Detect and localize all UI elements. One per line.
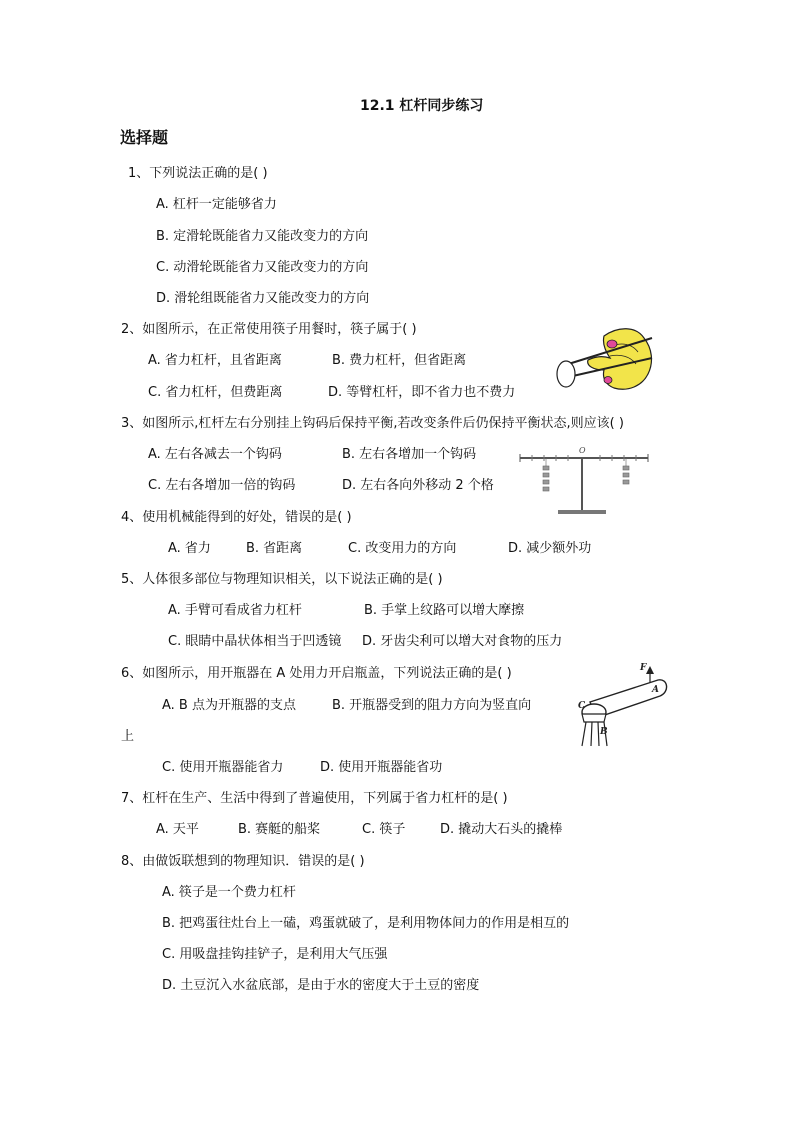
lever-balance-figure	[516, 444, 652, 518]
question-8-option-d: D. 土豆沉入水盆底部，是由于水的密度大于土豆的密度	[162, 978, 480, 993]
point-b-label: B	[600, 727, 608, 737]
question-6-option-b: B. 开瓶器受到的阻力方向为竖直向	[332, 698, 532, 713]
question-4-stem: 4、使用机械能得到的好处，错误的是( )	[121, 510, 352, 525]
question-3-option-d: D. 左右各向外移动 2 个格	[342, 478, 494, 493]
question-6-stem: 6、如图所示，用开瓶器在 A 处用力开启瓶盖，下列说法正确的是( )	[121, 666, 512, 681]
chopsticks-hand-figure	[552, 322, 662, 402]
question-8-option-a: A. 筷子是一个费力杠杆	[162, 885, 296, 900]
point-a-label: A	[652, 685, 659, 695]
question-1-option-c: C. 动滑轮既能省力又能改变力的方向	[156, 260, 369, 275]
question-7-option-a: A. 天平	[156, 822, 199, 837]
question-2-option-b: B. 费力杠杆，但省距离	[332, 353, 467, 368]
section-heading: 选择题	[120, 128, 169, 147]
question-2-option-a: A. 省力杠杆，且省距离	[148, 353, 282, 368]
question-7-stem: 7、杠杆在生产、生活中得到了普遍使用，下列属于省力杠杆的是( )	[121, 791, 508, 806]
question-4-option-c: C. 改变用力的方向	[348, 541, 457, 556]
question-2-option-c: C. 省力杠杆，但费距离	[148, 385, 283, 400]
question-7-option-d: D. 撬动大石头的撬棒	[440, 822, 563, 837]
question-1-stem: 1、下列说法正确的是( )	[128, 166, 268, 181]
question-8-option-c: C. 用吸盘挂钩挂铲子，是利用大气压强	[162, 947, 388, 962]
question-4-option-b: B. 省距离	[246, 541, 303, 556]
question-1-option-a: A. 杠杆一定能够省力	[156, 197, 277, 212]
question-4-option-d: D. 减少额外功	[508, 541, 592, 556]
bottle-opener-figure	[560, 660, 672, 752]
question-5-option-b: B. 手掌上纹路可以增大摩擦	[364, 603, 525, 618]
question-6-option-d: D. 使用开瓶器能省功	[320, 760, 443, 775]
question-1-option-b: B. 定滑轮既能省力又能改变力的方向	[156, 229, 369, 244]
question-5-option-c: C. 眼睛中晶状体相当于凹透镜	[168, 634, 342, 649]
question-5-stem: 5、人体很多部位与物理知识相关，以下说法正确的是( )	[121, 572, 443, 587]
point-c-label: C	[578, 701, 586, 711]
question-2-stem: 2、如图所示，在正常使用筷子用餐时，筷子属于( )	[121, 322, 417, 337]
question-5-option-d: D. 牙齿尖利可以增大对食物的压力	[362, 634, 563, 649]
question-3-option-b: B. 左右各增加一个钩码	[342, 447, 477, 462]
question-6-option-a: A. B 点为开瓶器的支点	[162, 698, 296, 713]
question-2-option-d: D. 等臂杠杆，即不省力也不费力	[328, 385, 516, 400]
question-6-option-b-continued: 上	[121, 729, 135, 744]
question-3-option-a: A. 左右各减去一个钩码	[148, 447, 282, 462]
page-title: 12.1 杠杆同步练习	[360, 98, 484, 114]
question-3-stem: 3、如图所示,杠杆左右分别挂上钩码后保持平衡,若改变条件后仍保持平衡状态,则应该( )	[121, 416, 624, 431]
question-7-option-b: B. 赛艇的船桨	[238, 822, 321, 837]
question-5-option-a: A. 手臂可看成省力杠杆	[168, 603, 302, 618]
question-1-option-d: D. 滑轮组既能省力又能改变力的方向	[156, 291, 370, 306]
question-4-option-a: A. 省力	[168, 541, 211, 556]
question-3-option-c: C. 左右各增加一倍的钩码	[148, 478, 296, 493]
question-7-option-c: C. 筷子	[362, 822, 406, 837]
force-label: F	[640, 663, 647, 673]
fulcrum-label: O	[579, 446, 586, 455]
question-8-option-b: B. 把鸡蛋往灶台上一磕，鸡蛋就破了，是利用物体间力的作用是相互的	[162, 916, 570, 931]
question-8-stem: 8、由做饭联想到的物理知识．错误的是( )	[121, 854, 365, 869]
question-6-option-c: C. 使用开瓶器能省力	[162, 760, 284, 775]
